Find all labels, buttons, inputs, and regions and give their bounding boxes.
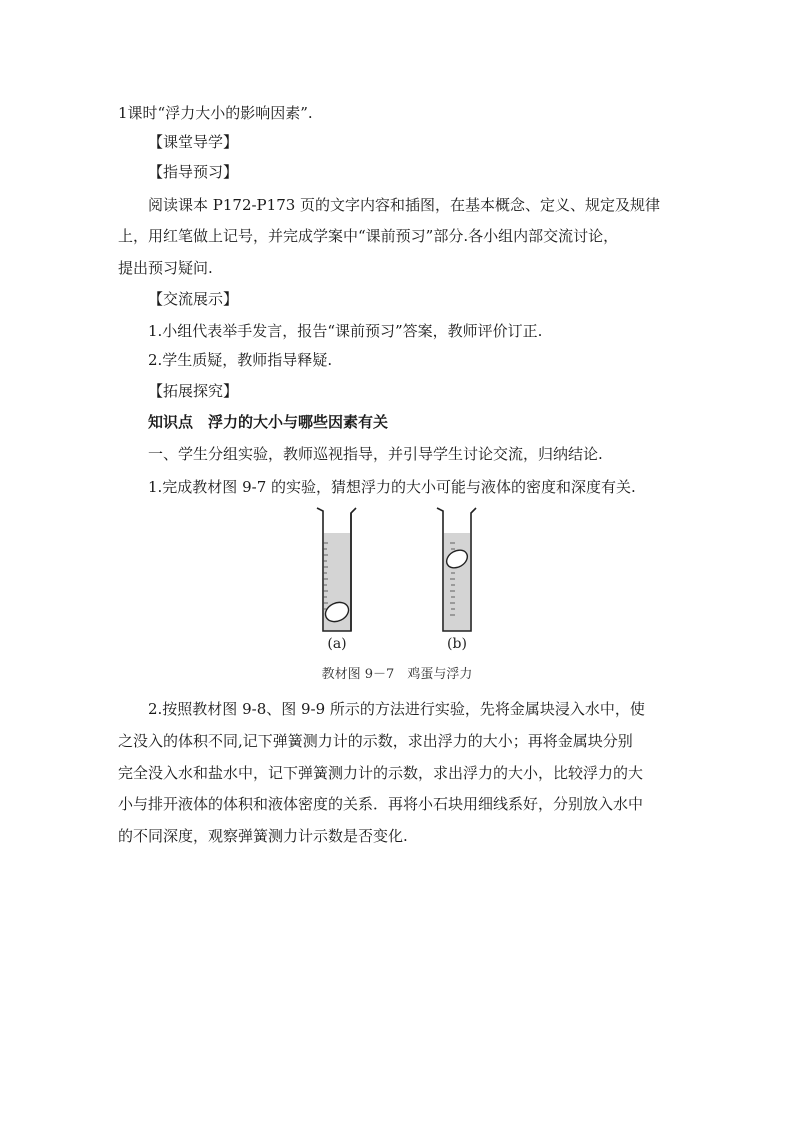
text-line-18: 的不同深度，观察弹簧测力计示数是否变化. xyxy=(118,827,408,845)
text-line-9: 2.学生质疑，教师指导释疑. xyxy=(148,351,333,369)
liquid-b xyxy=(444,533,470,631)
text-line-8: 1.小组代表举手发言，报告“课前预习”答案，教师评价订正. xyxy=(148,322,543,340)
knowledge-point-title: 知识点 浮力的大小与哪些因素有关 xyxy=(148,413,389,431)
text-line-15: 之没入的体积不同,记下弹簧测力计的示数，求出浮力的大小；再将金属块分别 xyxy=(118,732,633,750)
figure-caption: 教材图 9－7 鸡蛋与浮力 xyxy=(321,667,473,682)
cylinder-b xyxy=(437,508,476,631)
figure-svg xyxy=(300,503,500,653)
section-heading-exchange: 【交流展示】 xyxy=(148,290,239,308)
text-line-6: 提出预习疑问. xyxy=(118,259,213,277)
figure-cylinders xyxy=(300,503,500,653)
section-heading-classroom: 【课堂导学】 xyxy=(148,133,239,151)
text-line-16: 完全没入水和盐水中，记下弹簧测力计的示数，求出浮力的大小，比较浮力的大 xyxy=(118,764,644,782)
cylinder-a xyxy=(317,508,356,631)
text-line-14: 2.按照教材图 9-8、图 9-9 所示的方法进行实验，先将金属块浸入水中，使 xyxy=(148,700,645,718)
text-line-1: 1课时“浮力大小的影响因素”. xyxy=(118,104,313,122)
label-b: (b) xyxy=(447,636,467,652)
text-line-5: 上，用红笔做上记号，并完成学案中“课前预习”部分.各小组内部交流讨论， xyxy=(118,227,619,245)
label-a: (a) xyxy=(327,636,347,652)
text-line-13: 1.完成教材图 9-7 的实验，猜想浮力的大小可能与液体的密度和深度有关. xyxy=(148,478,636,496)
section-heading-preview: 【指导预习】 xyxy=(148,163,239,181)
text-line-17: 小与排开液体的体积和液体密度的关系．再将小石块用细线系好，分别放入水中 xyxy=(118,795,644,813)
text-line-12: 一、学生分组实验，教师巡视指导，并引导学生讨论交流，归纳结论. xyxy=(148,445,603,463)
text-line-4: 阅读课本 P172-P173 页的文字内容和插图，在基本概念、定义、规定及规律 xyxy=(148,196,661,214)
section-heading-explore: 【拓展探究】 xyxy=(148,382,239,400)
